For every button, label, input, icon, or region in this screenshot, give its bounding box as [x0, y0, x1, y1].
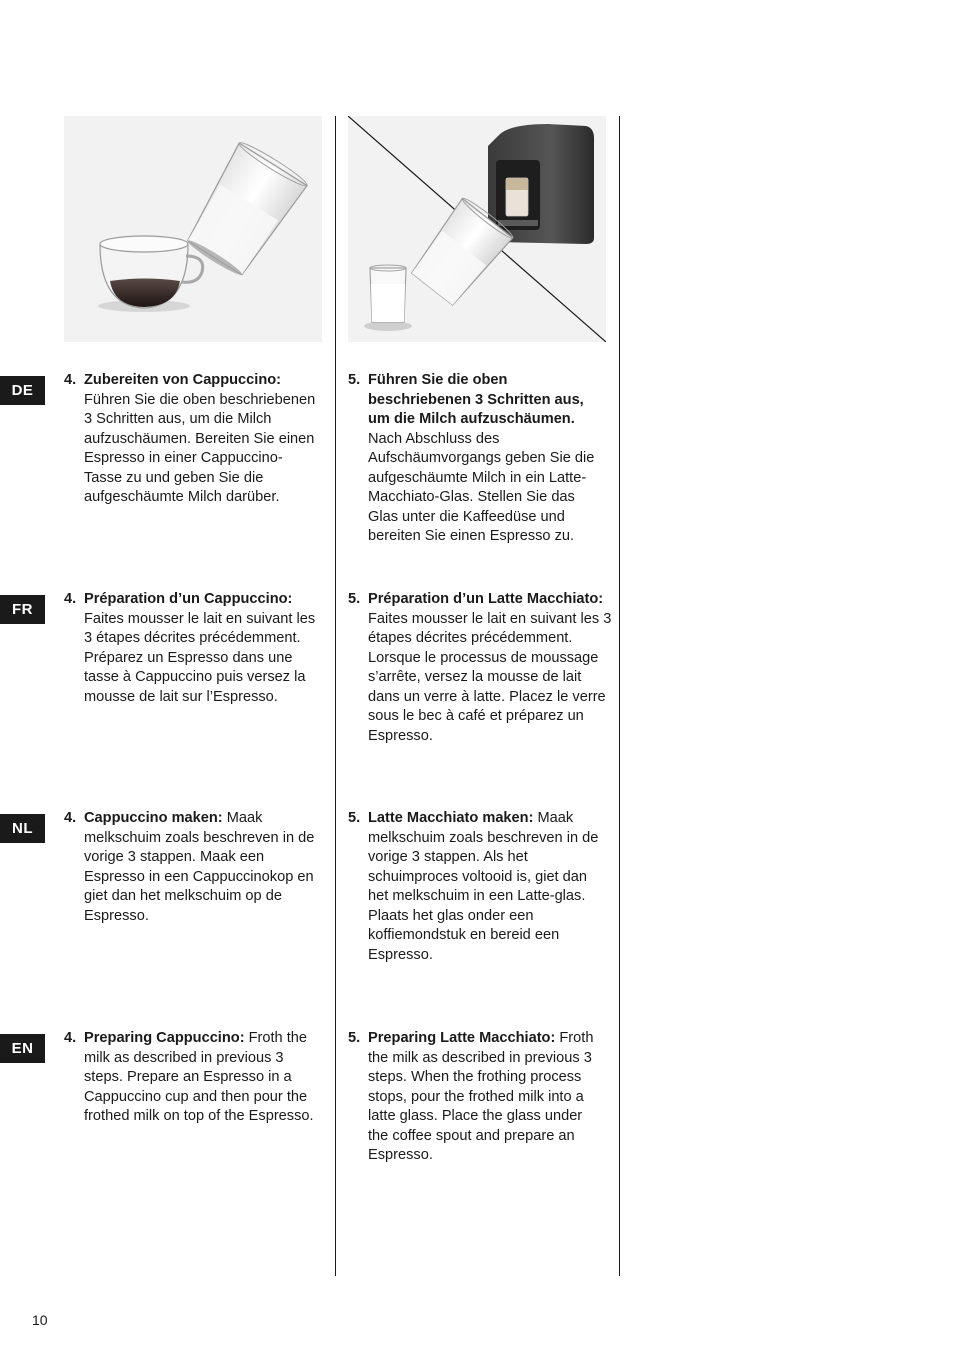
step-heading: Latte Macchiato maken:	[368, 810, 534, 826]
step-text	[84, 371, 316, 508]
step-heading: Préparation d’un Cappuccino:	[84, 591, 293, 607]
step-heading: Zubereiten von Cappuccino:	[84, 372, 282, 388]
step-heading: Préparation d’un Latte Macchiato:	[368, 591, 604, 607]
step-text	[84, 809, 316, 926]
step-fr-latte	[348, 590, 614, 746]
step-heading: Preparing Latte Macchiato:	[368, 1030, 556, 1046]
step-text	[368, 371, 600, 547]
language-tab-en: EN	[0, 1034, 45, 1063]
step-text	[84, 590, 316, 707]
step-fr-cappuccino	[64, 590, 316, 707]
step-nl-latte	[348, 809, 600, 965]
language-tab-fr: FR	[0, 595, 45, 624]
language-tab-nl: NL	[0, 814, 45, 843]
step-text	[368, 809, 600, 965]
language-tab-de: DE	[0, 376, 45, 405]
step-description: Froth the milk as described in previous 3 steps. Prepare an Espresso in a Cappuccino cup and then pour the frothed milk on top of the Espresso.	[84, 1030, 314, 1124]
step-heading: Preparing Cappuccino:	[84, 1030, 245, 1046]
step-description: Führen Sie die oben beschriebenen 3 Schritten aus, um die Milch aufzuschäumen. Bereiten Sie einen Espresso in einer Cappuccino-Tasse zu und geben Sie die aufgeschäumte Milch darüber.	[84, 391, 316, 505]
step-heading: Cappuccino maken:	[84, 810, 223, 826]
step-en-latte	[348, 1029, 600, 1166]
step-description: Maak melkschuim zoals beschreven in de vorige 3 stappen. Maak een Espresso in een Cappuccinokop en giet dan het melkschuim op de Espresso.	[84, 810, 315, 924]
step-nl-cappuccino	[64, 809, 316, 926]
step-description: Faites mousser le lait en suivant les 3 étapes décrites précédemment. Lorsque le processus de moussage s’arrête, versez la mousse de lait dans un verre à latte. Placez le verre sous le bec à café et préparez un Espresso.	[368, 610, 612, 744]
step-number: 5.	[348, 591, 361, 607]
step-text	[368, 590, 614, 746]
step-description: Maak melkschuim zoals beschreven in de vorige 3 stappen. Als het schuimproces voltooid is, giet dan het melkschuim in een Latte-glas. Plaats het glas onder een koffiemondstuk en bereid een Espresso.	[368, 810, 599, 963]
column-divider-right	[619, 116, 620, 1276]
cappuccino-cup-and-milk-glass-photo	[64, 116, 322, 342]
step-text	[84, 1029, 316, 1127]
step-number: 4.	[64, 810, 77, 826]
step-description: Nach Abschluss des Aufschäumvorgangs geben Sie die aufgeschäumte Milch in ein Latte-Macchiato-Glas. Stellen Sie das Glas unter die Kaffeedüse und bereiten Sie einen Espresso zu.	[368, 430, 595, 544]
step-number: 5.	[348, 372, 361, 388]
cappuccino-illustration	[64, 116, 322, 342]
column-divider-left	[335, 116, 336, 1276]
step-number: 5.	[348, 810, 361, 826]
step-heading: Führen Sie die oben beschriebenen 3 Schritten aus, um die Milch aufzuschäumen.	[368, 372, 584, 427]
page-number: 10	[32, 1312, 48, 1328]
step-text	[368, 1029, 600, 1166]
step-description: Froth the milk as described in previous 3 steps. When the frothing process stops, pour the frothed milk into a latte glass. Place the glass under the coffee spout and prepare an Espresso.	[368, 1030, 594, 1163]
step-en-cappuccino	[64, 1029, 316, 1127]
step-number: 4.	[64, 1030, 77, 1046]
step-de-latte	[348, 371, 600, 547]
step-de-cappuccino	[64, 371, 316, 508]
step-number: 5.	[348, 1030, 361, 1046]
latte-glass-and-coffee-machine-photo	[348, 116, 606, 342]
step-number: 4.	[64, 372, 77, 388]
latte-macchiato-illustration	[348, 116, 606, 342]
step-number: 4.	[64, 591, 77, 607]
step-description: Faites mousser le lait en suivant les 3 étapes décrites précédemment. Préparez un Espresso dans une tasse à Cappuccino puis versez la mousse de lait sur l’Espresso.	[84, 610, 316, 705]
